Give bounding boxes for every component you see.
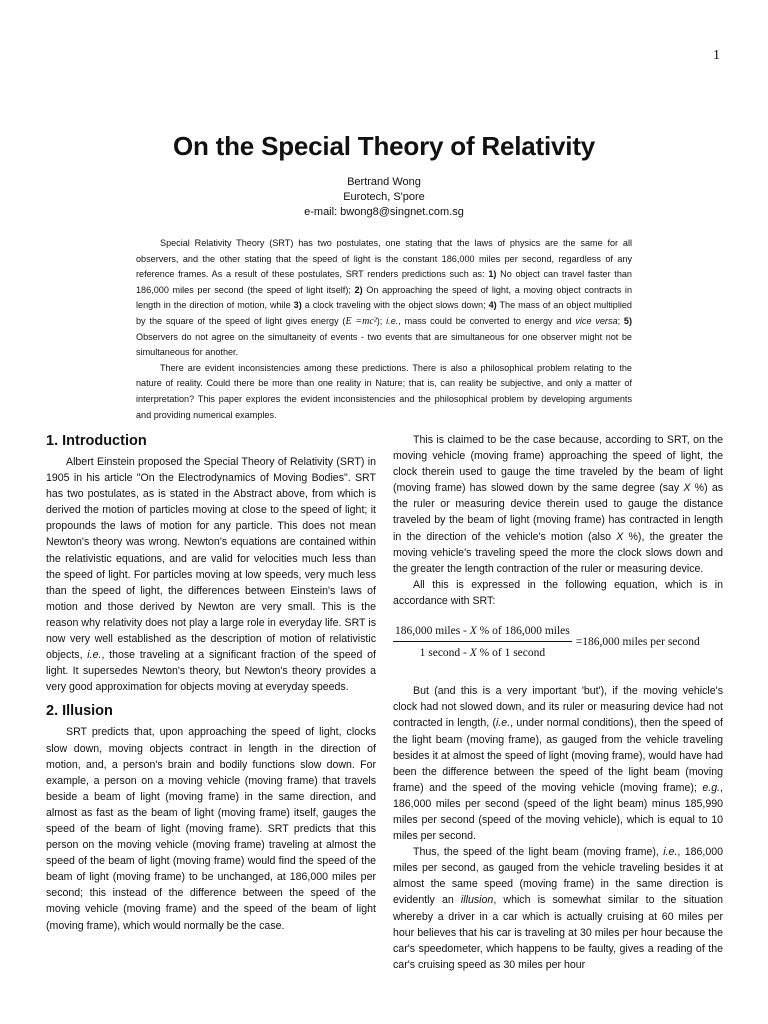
section-heading-illusion: 2. Illusion [46, 703, 113, 720]
body-text: , 186,000 miles per second, as gauged from the vehicle traveling besides it at almost the same speed (moving frame) in the same direction is evidently an [393, 846, 723, 907]
equation-denominator [420, 642, 546, 661]
equation-fraction [393, 623, 572, 661]
item-number: 4) [488, 300, 497, 311]
item-number: 3) [293, 300, 302, 311]
page-number: 1 [713, 48, 720, 63]
abbreviation: e.g. [702, 781, 721, 794]
abstract-text: ; [617, 315, 624, 326]
body-text: %) as the ruler or measuring device therein used to gauge the distance traveled by the beam of light (moving frame) has contracted in length in the direction of the vehicle's motion (also [393, 482, 724, 543]
author-name: Bertrand Wong [347, 176, 421, 188]
body-text: , those traveling at a significant fraction of the speed of light. It supersedes Newton's theory, but Newton's theory provides a very good approximation for objects moving at everyday speeds. [46, 649, 377, 694]
section-heading-introduction: 1. Introduction [46, 433, 147, 449]
equation-text: % of 186,000 miles [476, 625, 570, 638]
abbreviation: i.e. [663, 846, 678, 859]
author-email: e-mail: bwong8@singnet.com.sg [304, 206, 464, 218]
item-number: 5) [623, 315, 632, 326]
body-paragraph [393, 844, 723, 973]
body-text: %), the greater the moving vehicle's traveling speed the more the clock slows down and the greater the length contraction of the ruler or measuring device. [393, 530, 723, 575]
abstract-text: No object can travel faster than 186,000 miles per second (the speed of light itself); [136, 269, 632, 295]
body-paragraph [393, 683, 723, 844]
body-text: , 186,000 miles per second (speed of the light beam) minus 185,990 miles per second (speed of the moving vehicle), which is equal to 10 miles per second. [393, 781, 723, 843]
illusion-paragraph: SRT predicts that, upon approaching the speed of light, clocks slow down, moving objects contract in length in the direction of motion, and, a person's brain and bodily functions slow down. For example, a person on a moving vehicle (moving frame) that travels beside a beam of light (moving frame) in the same direction, and almost as fast as the beam of light (moving frame) itself, gauges the speed of the beam of light (moving frame). SRT predicts that this person on the moving vehicle (moving frame) traveling at almost the speed of the beam of light (moving frame) would find the speed of the beam of light (moving frame) to be unchanged, at 186,000 miles per second; this instead of the difference between the speed of the moving vehicle (moving frame) and the speed of the beam of light (moving frame), which would normally be the case. [46, 726, 376, 932]
abstract-text: The mass of an object multiplied by the square of the speed of light gives energy ( [136, 300, 632, 326]
abbreviation: i.e. [496, 717, 511, 730]
body-text: , under normal conditions), then the speed of the light beam (moving frame), as gauged from the vehicle traveling besides it at almost the speed of light (moving frame), would have had been the difference between the speed of the light beam (moving frame) and the speed of the moving vehicle (moving frame); [393, 717, 723, 794]
introduction-paragraph [46, 454, 376, 695]
emphasis: vice versa [575, 315, 618, 326]
equation-text: 186,000 miles - [395, 625, 470, 638]
abstract-text: Special Relativity Theory (SRT) has two postulates, one stating that the laws of physics are the same for all observers, and the other stating that the speed of light is the constant 186,000 miles per second, regardless of any reference frames. As a result of these postulates, SRT renders predictions such as: [136, 238, 632, 280]
variable-x: X [683, 482, 691, 495]
variable-x: X [469, 625, 477, 638]
body-text: But (and this is a very important 'but'), if the moving vehicle's clock had not slowed down, and its ruler or measuring device had not contracted in length, ( [393, 685, 723, 730]
body-text: This is claimed to be the case because, according to SRT, on the moving vehicle (moving frame) approaching the speed of light, the clock therein used to gauge the time traveled by the beam of light (moving frame) has slowed down by the same degree (say [393, 434, 723, 495]
abstract [136, 236, 632, 423]
equation-numerator [393, 623, 572, 642]
item-number: 2) [354, 284, 363, 295]
energy-formula: E =mc² [345, 315, 377, 327]
abstract-text: ); [376, 315, 387, 326]
abstract-paragraph-2: There are evident inconsistencies among these predictions. There is also a philosophical problem relating to the nature of reality. Could there be more than one reality in Nature; that is, can reality be subjective, and only a matter of interpretation? This paper explores the evident inconsistencies and the philosophical problem by developing arguments and providing numerical examples. [136, 362, 632, 420]
left-column [46, 431, 376, 934]
abbreviation: i.e. [386, 315, 399, 326]
abstract-paragraph-1 [136, 236, 632, 361]
abstract-text: , mass could be converted to energy and [398, 315, 576, 326]
variable-x: X [469, 647, 477, 660]
body-paragraph: All this is expressed in the following equation, which is in accordance with SRT: [393, 578, 723, 607]
body-paragraph [393, 432, 723, 577]
abbreviation: i.e. [87, 649, 102, 662]
equation-text: % of 1 second [476, 647, 546, 660]
emphasis: illusion [460, 894, 494, 907]
abstract-text: On approaching the speed of light, a moving object contracts in length in the direction of motion, while [136, 284, 632, 311]
paper-title: On the Special Theory of Relativity [172, 131, 596, 161]
abstract-text: Observers do not agree on the simultaneity of events - two events that are simultaneous for one observer might not be simultaneous for another. [136, 331, 632, 358]
variable-x: X [616, 530, 624, 543]
speed-equation [393, 623, 723, 661]
right-column [393, 432, 723, 973]
body-text: , which is somewhat similar to the situation whereby a driver in a car which is actually cruising at 60 miles per hour believes that his car is traveling at 30 miles per hour because the car's speedometer, which happens to be faulty, gives a reading of the car's cruising speed as 30 miles per hour [393, 894, 724, 971]
abstract-text: a clock traveling with the object slows down; [301, 300, 489, 311]
body-text: Albert Einstein proposed the Special Theory of Relativity (SRT) in 1905 in his article "On the Electrodynamics of Moving Bodies". SRT has two postulates, as is stated in the Abstract above, from which is derived the motion of particles moving at close to the speed of light; it propounds the laws of motion for any particle. This does not mean Newton's theory was wrong. Newton's equations are contained within the relativistic equations, and are valid for velocities much less than the speed of light. For particles moving at low speeds, very much less than the speed of light, the differences between Einstein's laws of motion and those derived by Newton are very small. This is the reason why relativity does not play a large role in everyday life. SRT is now very well established as the description of motion of relativistic objects, [46, 456, 376, 662]
equation-text: 1 second - [419, 647, 470, 660]
body-text: Thus, the speed of the light beam (moving frame), [413, 846, 664, 859]
equation-result: =186,000 miles per second [575, 636, 700, 649]
author-block [0, 175, 768, 220]
author-affiliation: Eurotech, S'pore [343, 191, 425, 203]
item-number: 1) [488, 269, 497, 280]
